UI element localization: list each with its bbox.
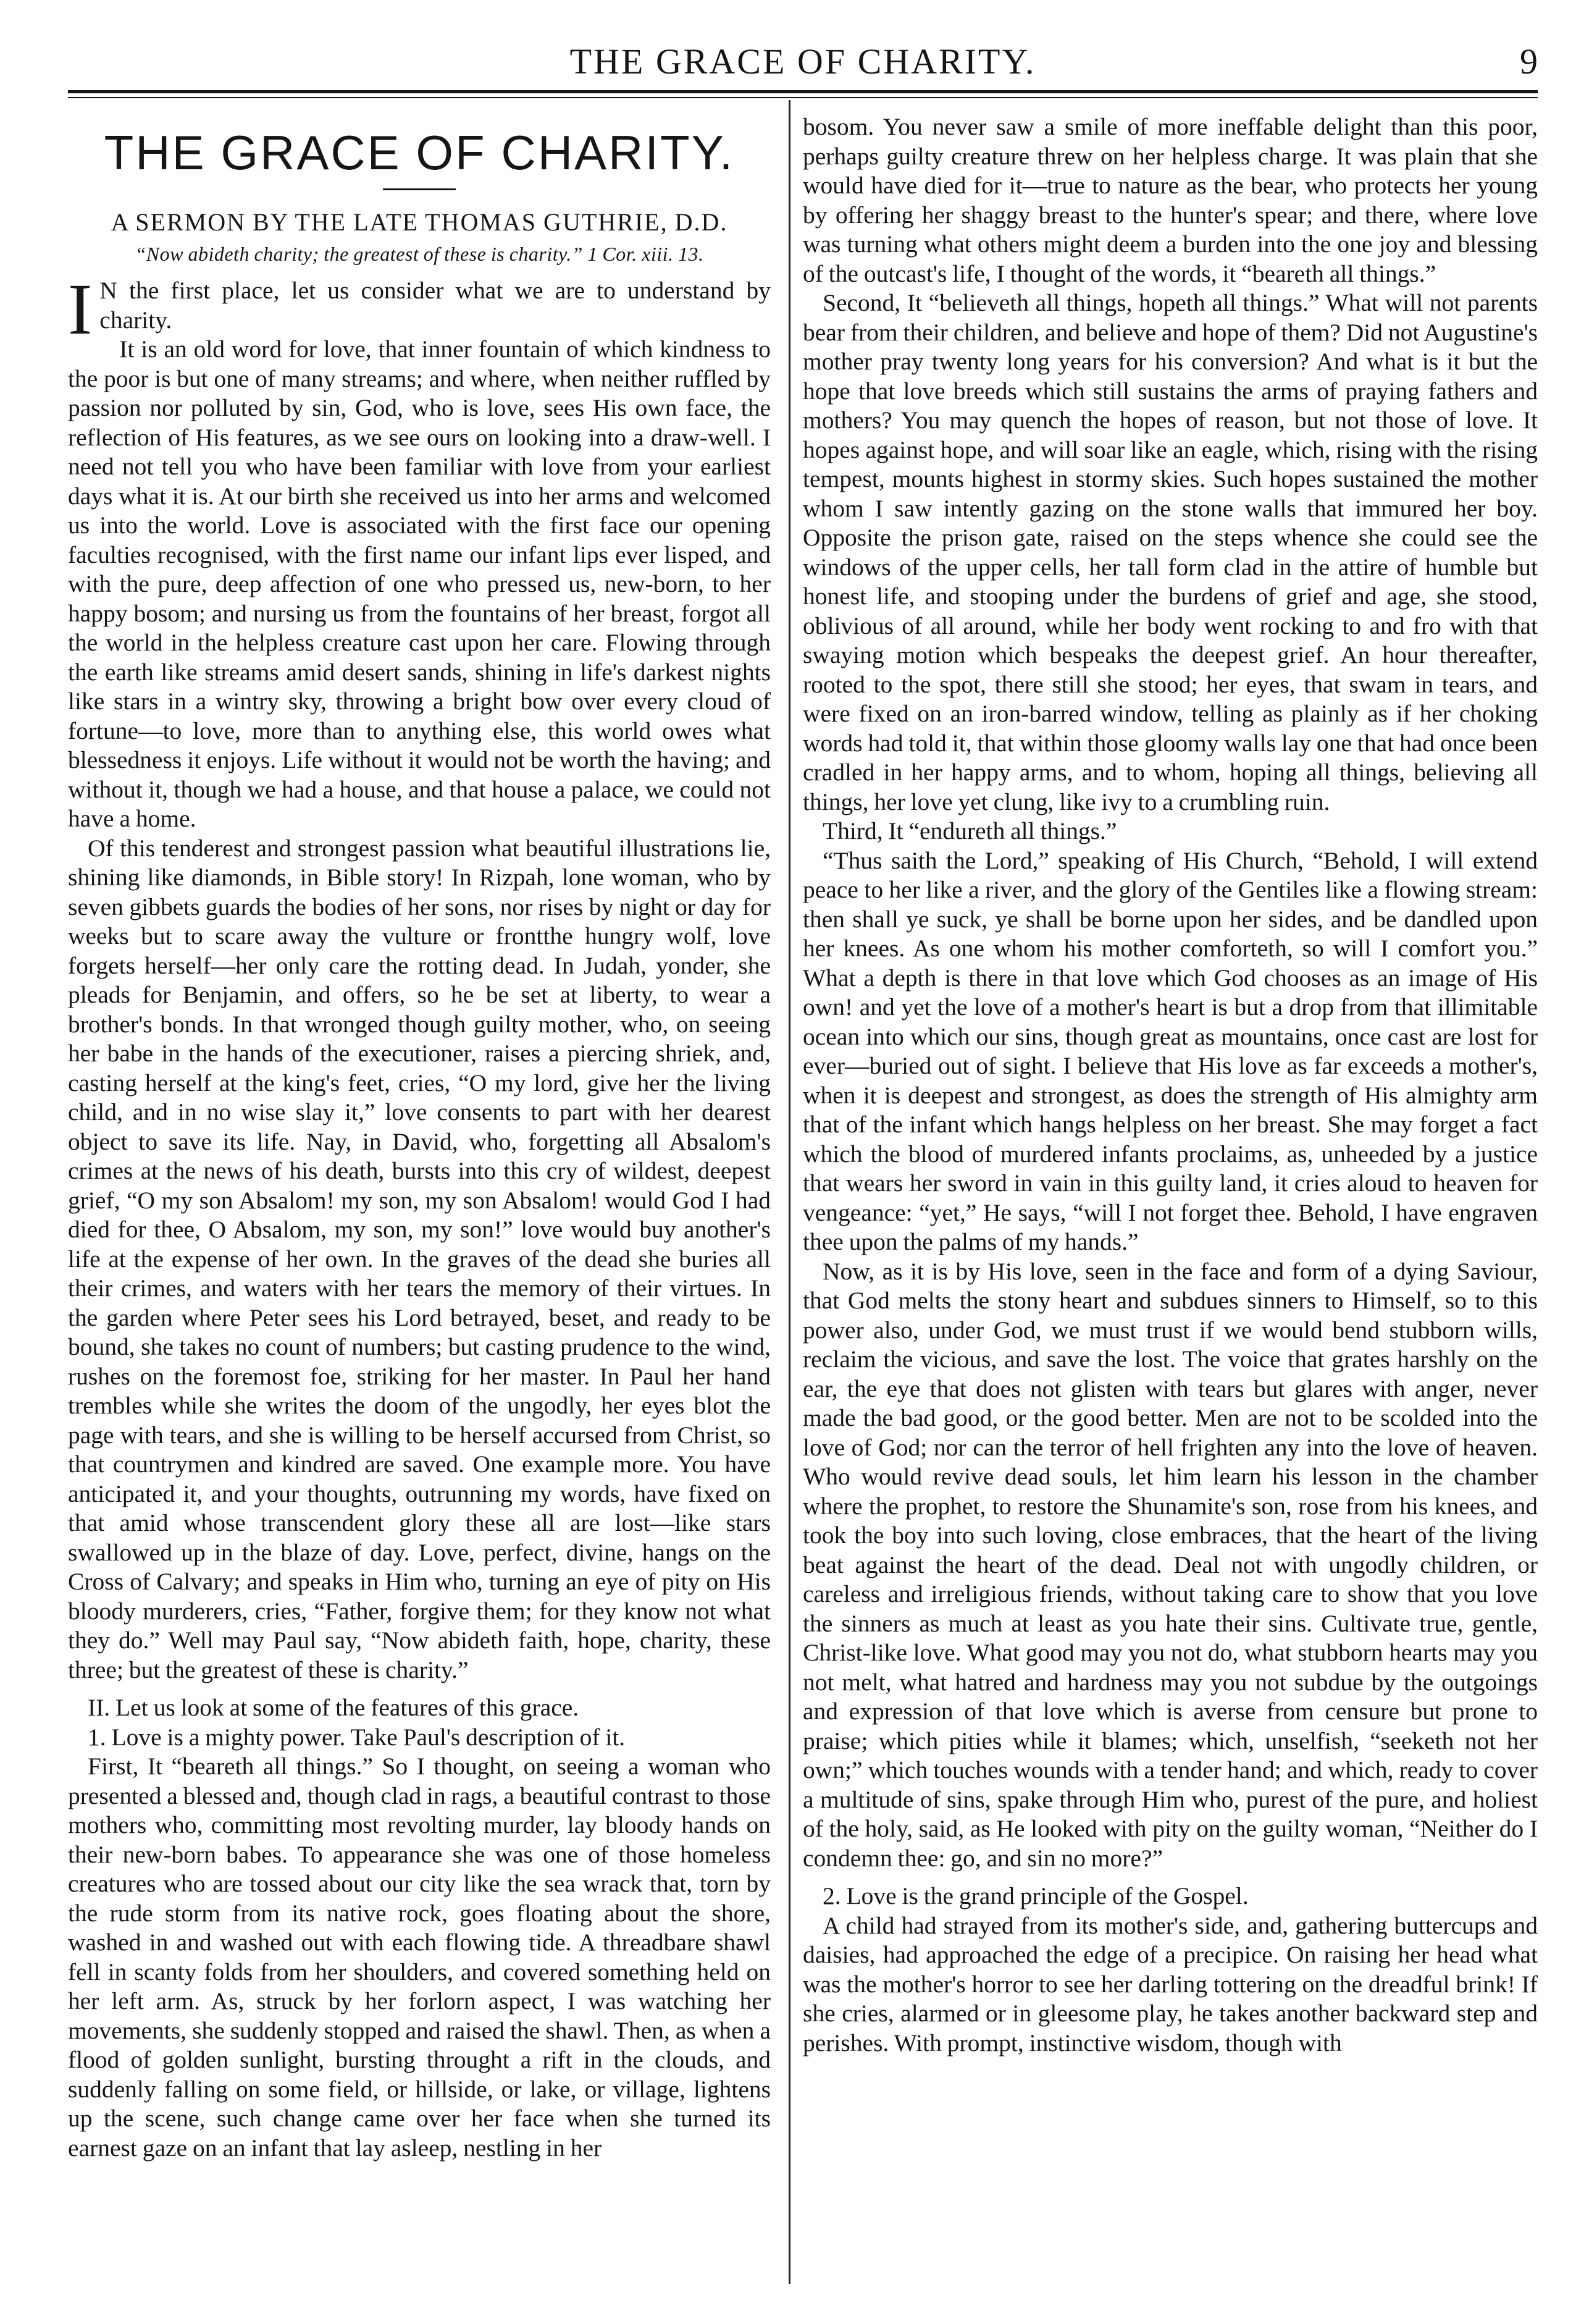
running-title: THE GRACE OF CHARITY. — [569, 41, 1036, 82]
section-heading: 2. Love is the grand principle of the Gospel. — [823, 1882, 1249, 1909]
title-rule — [383, 188, 456, 190]
page-number: 9 — [1520, 41, 1538, 82]
section-gap — [68, 1685, 771, 1693]
column-divider — [789, 100, 790, 2284]
article-title: THE GRACE OF CHARITY. — [104, 125, 735, 180]
paragraph: Now, as it is by His love, seen in the face and form of a dying Saviour, that God melts the stony heart and subdues sinners to Himself, so to this power also, under God, we must trust if we would bend stubborn wills, reclaim the vicious, and save the lost. The voice that grates harshly on the ear, the eye that does not glisten with tears but glares with anger, never made the bad good, or the good better. Men are not to be scolded into the love of God; nor can the terror of hell frighten any into the love of heaven. Who would revive dead souls, let him learn his lesson in the chamber where the prophet, to restore the Shunamite's son, rose from his knees, and took the boy into such loving, close embraces, that the heart of the living beat against the heart of the dead. Deal not with ungodly children, or careless and irreligious friends, without taking care to show that you love the sinners as much at least as you hate their sins. Cultivate true, gentle, Christ-like love. What good may you not do, what stubborn hearts may you not melt, what hatred and hardness may you not subdue by the outgoings and expression of that love which is averse from censure but prone to praise; which pities while it blames; which, unselfish, “seeketh not her own;” which touches wounds with a tender hand; and which, ready to cover a multitude of sins, spake through Him who, purest of the pure, and holiest of the holy, said, as He looked with pity on the guilty woman, “Neither do I condemn thee: go, and sin no more?” — [803, 1257, 1538, 1872]
header-rule-thick — [68, 90, 1538, 93]
header-rule-thin — [68, 97, 1538, 98]
paragraph: “Thus saith the Lord,” speaking of His Church, “Behold, I will extend peace to her like a river, and the glory of the Gentiles like a flowing stream: then shall ye suck, ye shall be borne upon her sides, and be dandled upon her knees. As one whom his mother comforteth, so will I comfort you.” What a depth is there in that love which God chooses as an image of His own! and yet the love of a mother's heart is but a drop from that illimitable ocean into which our sins, though great as mountains, once cast are lost for ever—buried out of sight. I believe that His love as far exceeds a mother's, when it is deepest and strongest, as does the strength of His almighty arm that of the infant which hangs helpless on her breast. She may forget a fact which the blood of murdered infants proclaims, as, unheeded by a justice that wears her sword in vain in this guilty land, it cries aloud to heaven for vengeance: “yet,” He says, “will I not forget thee. Behold, I have engraven thee upon the palms of my hands.” — [803, 846, 1538, 1255]
right-column — [803, 112, 1538, 2058]
paragraph: 1. Love is a mighty power. Take Paul's description of it. — [88, 1723, 626, 1751]
running-head — [68, 38, 1538, 88]
section-gap — [803, 1873, 1538, 1882]
left-column — [68, 108, 771, 2163]
paragraph: Of this tenderest and strongest passion what beautiful illustrations lie, shining like diamonds, in Bible story! In Rizpah, lone woman, who by seven gibbets guards the bodies of her sons, nor rises by night or day for weeks but to scare away the vulture or frontthe hungry wolf, love forgets herself—her only care the rotting dead. In Judah, yonder, she pleads for Benjamin, and offers, so he be set at liberty, to wear a brother's bonds. In that wronged though guilty mother, who, on seeing her babe in the hands of the executioner, raises a piercing shriek, and, casting herself at the king's feet, cries, “O my lord, give her the living child, and in no wise slay it,” love consents to part with her dearest object to save its life. Nay, in David, who, forgetting all Absalom's crimes at the news of his death, bursts into this cry of wildest, deepest grief, “O my son Absalom! my son, my son Absalom! would God I had died for thee, O Absalom, my son, my son!” love would buy another's life at the expense of her own. In the graves of the dead she buries all their crimes, and waters with her tears the memory of their virtues. In the garden where Peter sees his Lord betrayed, beset, and ready to be bound, she takes no count of numbers; but casting prudence to the wind, rushes on the foremost foe, striking for her master. In Paul her hand trembles while she writes the doom of the ungodly, her eyes blot the page with tears, and she is willing to be herself accursed from Christ, so that countrymen and kindred are saved. One example more. You have anticipated it, and your thoughts, outrunning my words, have fixed on that amid whose transcendent glory these all are lost—like stars swallowed up in the blaze of day. Love, perfect, divine, hangs on the Cross of Calvary; and speaks in Him who, turning an eye of pity on His bloody murderers, cries, “Father, forgive them; for they know not what they do.” Well may Paul say, “Now abideth faith, hope, charity, these three; but the greatest of these is charity.” — [68, 834, 771, 1683]
drop-cap: I — [68, 269, 93, 350]
paragraph-text: N the first place, let us consider what we are to understand by charity. — [99, 277, 771, 334]
paragraph: It is an old word for love, that inner fountain of which kindness to the poor is but one of many streams; and where, when neither ruffled by passion nor polluted by sin, God, who is love, sees His own face, the reflection of His features, as we see ours on looking into a draw-well. I need not tell you who have been familiar with love from your earliest days what it is. At our birth she received us into her arms and welcomed us into the world. Love is associated with the first face our opening faculties recognised, with the first name our infant lips ever lisped, and with the pure, deep affection of one who pressed us, new-born, to her happy bosom; and nursing us from the fountains of her breast, forgot all the world in the helpless creature cast upon her care. Flowing through the earth like streams amid desert sands, shining in life's darkest nights like stars in a wintry sky, throwing a bright bow over every cloud of fortune—to love, more than to anything else, this world owes what blessedness it enjoys. Life without it would not be worth the having; and without it, though we had a house, and that house a palace, we could not have a home. — [68, 335, 771, 832]
paragraph — [68, 269, 771, 350]
section-heading: II. Let us look at some of the features of this grace. — [88, 1694, 579, 1721]
paragraph: A child had strayed from its mother's side, and, gathering buttercups and daisies, had approached the edge of a precipice. On raising her head what was the mother's horror to see her darling tottering on the dreadful brink! If she cries, alarmed or in gleesome play, he takes another backward step and perishes. With prompt, instinctive wisdom, though with — [803, 1911, 1538, 2057]
paragraph: First, It “beareth all things.” So I thought, on seeing a woman who presented a blessed and, though clad in rags, a beautiful contrast to those mothers who, committing most revolting murder, lay bloody hands on their new-born babes. To appearance she was one of those homeless creatures who are tossed about our city like the sea wrack that, torn by the rude storm from its native rock, goes floating about the shore, washed in and washed out with each flowing tide. A threadbare shawl fell in scanty folds from her shoulders, and covered something held on her left arm. As, struck by her forlorn aspect, I was watching her movements, she suddenly stopped and raised the shawl. Then, as when a flood of golden sunlight, bursting throught a rift in the clouds, and suddenly falling on some field, or hillside, or lake, or village, lightens up the scene, such change came over her face when she turned its earnest gaze on an infant that lay asleep, nestling in her — [68, 1753, 771, 2162]
paragraph: Third, It “endureth all things.” — [823, 817, 1117, 844]
paragraph: Second, It “believeth all things, hopeth all things.” What will not parents bear from their children, and believe and hope of them? Did not Augustine's mother pray twenty long years for his conversion? And what is it but the hope that love breeds which still sustains the arms of praying fathers and mothers? You may quench the hopes of reason, but not those of love. It hopes against hope, and will soar like an eagle, which, rising with the rising tempest, mounts highest in stormy skies. Such hopes sustained the mother whom I saw intently gazing on the stone walls that immured her boy. Opposite the prison gate, raised on the steps whence she could see the windows of the upper cells, her tall form clad in the attire of humble but honest life, and stooping under the burdens of grief and age, she stood, oblivious of all around, while her body went rocking to and fro with that swaying motion which bespeaks the deepest grief. An hour thereafter, rooted to the spot, there still she stood; her eyes, that swam in tears, and were fixed on an iron-barred window, telling as plainly as if her choking words had told it, that within those gloomy walls lay one that had once been cradled in her happy arms, and to whom, hoping all things, believing all things, her love yet clung, like ivy to a crumbling ruin. — [803, 289, 1538, 815]
article-epigraph: “Now abideth charity; the greatest of these is charity.” 1 Cor. xiii. 13. — [135, 242, 704, 265]
paragraph: bosom. You never saw a smile of more ineffable delight than this poor, perhaps guilty creature threw on her helpless charge. It was plain that she would have died for it—true to nature as the bear, who protects her young by offering her shaggy breast to the hunter's spear; and there, where love was turning what others might deem a burden into the one joy and blessing of the outcast's life, I thought of the words, it “beareth all things.” — [803, 113, 1538, 287]
article-byline: A SERMON BY THE LATE THOMAS GUTHRIE, D.D. — [111, 208, 728, 236]
